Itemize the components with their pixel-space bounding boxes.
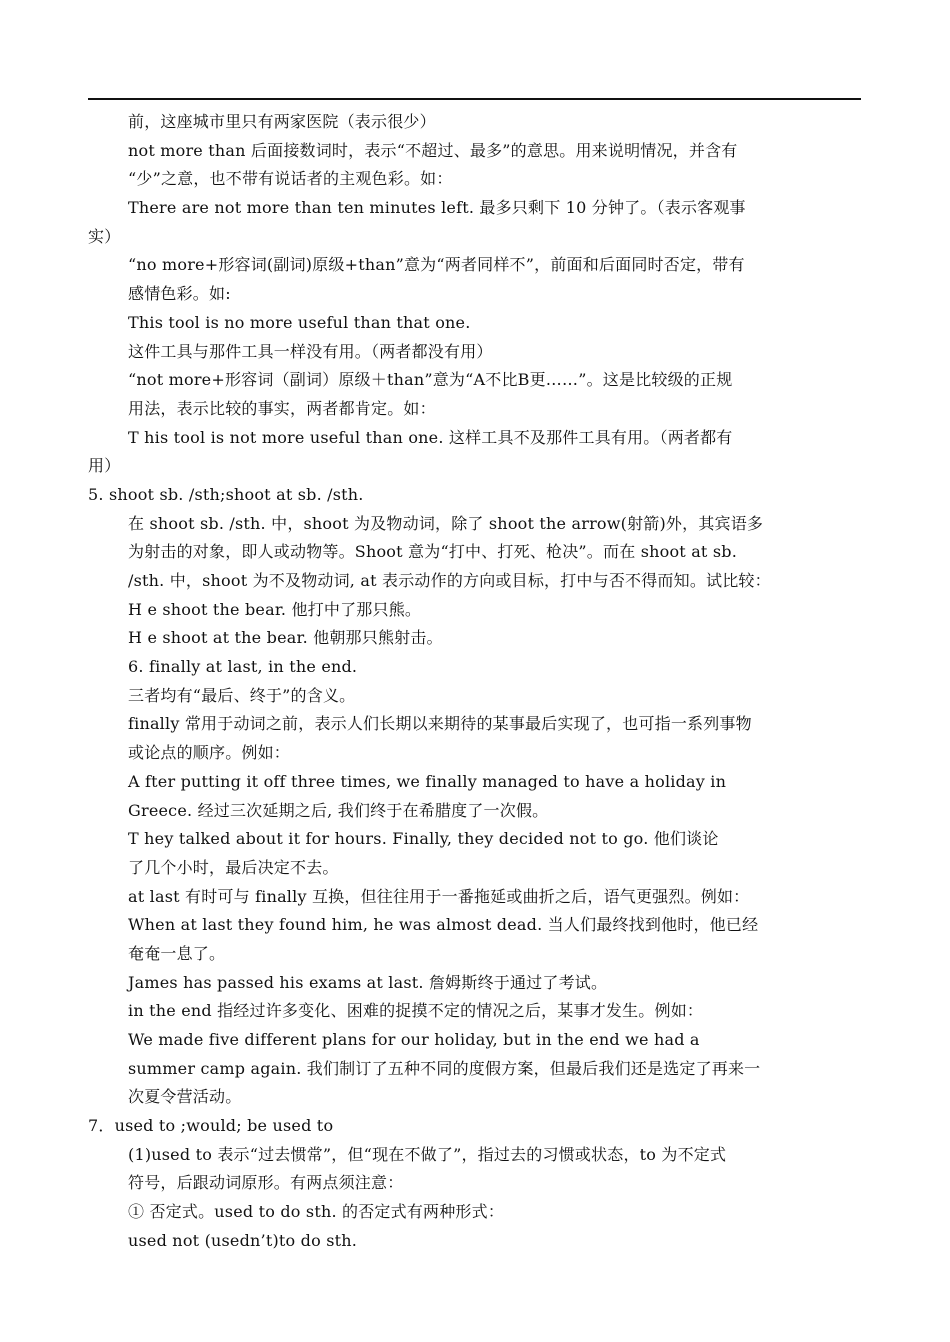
section-heading: 5. shoot sb. /sth;shoot at sb. /sth. [88, 484, 364, 504]
text-line: 奄奄一息了。 [128, 943, 226, 963]
text-line: 了几个小时，最后决定不去。 [128, 857, 339, 877]
text-line: 三者均有“最后、终于”的含义。 [128, 685, 356, 705]
section-heading: 7．used to ;would; be used to [88, 1116, 334, 1136]
text-line: When at last they found him, he was almost dead. 当人们最终找到他时，他已经 [128, 915, 759, 935]
text-line: at last 有时可与 finally 互换，但往往用于一番拖延或曲折之后，语气更强烈。例如： [128, 886, 750, 906]
text-line: A fter putting it off three times, we finally managed to have a holiday in [128, 771, 727, 791]
text-line: used not (usedn’t)to do sth. [128, 1230, 358, 1250]
text-line: 感情色彩。如: [128, 284, 231, 304]
header-rule [88, 98, 861, 100]
text-line: 用法，表示比较的事实，两者都肯定。如： [128, 398, 436, 418]
text-line: “少”之意，也不带有说话者的主观色彩。如： [128, 169, 453, 189]
text-line: 或论点的顺序。例如： [128, 743, 291, 763]
text-line: /sth. 中，shoot 为不及物动词, at 表示动作的方向或目标，打中与否不得而知。试比较： [128, 571, 771, 590]
text-line: T hey talked about it for hours. Finally, they decided not to go. 他们谈论 [128, 829, 719, 849]
text-line: 这件工具与那件工具一样没有用。（两者都没有用） [128, 341, 493, 361]
text-line: “no more+形容词(副词)原级+than”意为“两者同样不”，前面和后面同时否定，带有 [128, 255, 745, 275]
text-line: There are not more than ten minutes left. 最多只剩下 10 分钟了。（表示客观事 [128, 198, 746, 218]
text-line: 实） [88, 226, 121, 246]
text-line: James has passed his exams at last. 詹姆斯终于通过了考试。 [128, 972, 608, 992]
text-line: Greece. 经过三次延期之后, 我们终于在希腊度了一次假。 [128, 800, 549, 820]
text-line: 为射击的对象，即人或动物等。Shoot 意为“打中、打死、枪决”。而在 shoot at sb. [128, 542, 737, 562]
text-line: 在 shoot sb. /sth. 中，shoot 为及物动词，除了 shoot the arrow(射箭)外，其宾语多 [128, 513, 764, 533]
text-line: 前，这座城市里只有两家医院（表示很少） [128, 112, 436, 131]
section-heading: 6. finally at last, in the end. [128, 657, 358, 677]
text-line: in the end 指经过许多变化、困难的捉摸不定的情况之后，某事才发生。例如： [128, 1001, 704, 1021]
text-line: 用） [88, 456, 121, 476]
text-line: T his tool is not more useful than one. 这样工具不及那件工具有用。（两者都有 [128, 427, 733, 447]
text-line: finally 常用于动词之前，表示人们长期以来期待的某事最后实现了，也可指一系列事物 [128, 714, 752, 734]
text-line: H e shoot at the bear. 他朝那只熊射击。 [128, 628, 443, 648]
text-line: ① 否定式。used to do sth. 的否定式有两种形式： [128, 1202, 505, 1222]
text-line: not more than 后面接数词时，表示“不超过、最多”的意思。用来说明情况，并含有 [128, 140, 738, 160]
text-line: This tool is no more useful than that one. [128, 312, 471, 332]
text-line: (1)used to 表示“过去惯常”，但“现在不做了”，指过去的习惯或状态，to 为不定式 [128, 1144, 727, 1164]
document-body [88, 108, 863, 1256]
text-line: “not more+形容词（副词）原级＋than”意为“A不比B更……”。这是比较级的正规 [128, 370, 733, 390]
text-line: 次夏令营活动。 [128, 1087, 242, 1107]
text-line: We made five different plans for our holiday, but in the end we had a [128, 1030, 700, 1049]
text-line: summer camp again. 我们制订了五种不同的度假方案，但最后我们还是选定了再来一 [128, 1058, 761, 1078]
text-line: 符号，后跟动词原形。有两点须注意： [128, 1173, 404, 1193]
text-line: H e shoot the bear. 他打中了那只熊。 [128, 599, 422, 619]
